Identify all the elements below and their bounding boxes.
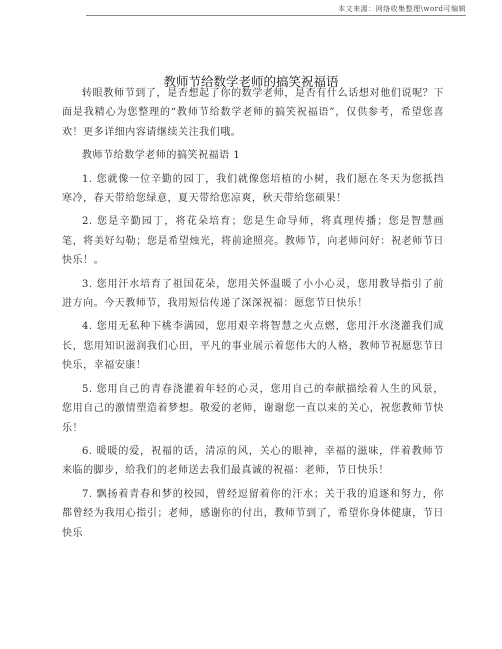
wish-paragraph-5: 5. 您用自己的青春浇灌着年轻的心灵，您用自己的奉献描绘着人生的风景，您用自己的激情塑造着梦想。敬爱的老师，谢谢您一直以来的关心，祝您教师节快乐！ (62, 383, 444, 434)
wish-paragraph-3: 3. 您用汗水培育了祖国花朵，您用关怀温暖了小小心灵，您用教导指引了前进方向。今天教师节，我用短信传递了深深祝福：愿您节日快乐！ (62, 278, 444, 310)
intro-paragraph: 转眼教师节到了，是否想起了你的数学老师，是否有什么话想对他们说呢？下面是我精心为您整理的“教师节给数学老师的搞笑祝福语”，仅供参考，希望您喜欢！更多详细内容请继续关注我们哦。 (62, 88, 444, 138)
wish-paragraph-7: 7. 飘扬着青春和梦的校园，曾经逗留着你的汗水；关于我的追逐和努力，你都曾经为我用心指引；老师，感谢你的付出，教师节到了，希望你身体健康，节日快乐 (62, 488, 444, 539)
wish-paragraph-2: 2. 您是辛勤园丁，将花朵培育；您是生命导师，将真理传播；您是智慧画笔，将美好勾勒；您是希望烛光，将前途照亮。教师节，向老师问好：祝老师节日快乐！。 (62, 216, 444, 267)
document-title: 教师节给数学老师的搞笑祝福语 (163, 74, 339, 90)
wish-paragraph-6: 6. 暖暖的爱，祝福的话，清凉的风，关心的眼神，幸福的滋味，伴着教师节来临的脚步，给我们的老师送去我们最真诚的祝福：老师，节日快乐！ (62, 445, 444, 477)
section-heading: 教师节给数学老师的搞笑祝福语 1 (82, 150, 241, 162)
wish-paragraph-1: 1. 您就像一位辛勤的园丁，我们就像您培植的小树，我们愿在冬天为您抵挡寒冷，春天带给您绿意，夏天带给您凉爽，秋天带给您硕果！ (62, 173, 444, 205)
document-body (62, 84, 444, 543)
source-note: 本文来源：网络收集整理\word可编辑 (338, 5, 466, 13)
wish-paragraph-4: 4. 您用无私种下桃李满园，您用艰辛将智慧之火点燃，您用汗水浇灌我们成长，您用知识滋润我们心田，平凡的事业展示着您伟大的人格，教师节祝愿您节日快乐，幸福安康！ (62, 321, 444, 372)
header-divider (86, 15, 466, 16)
